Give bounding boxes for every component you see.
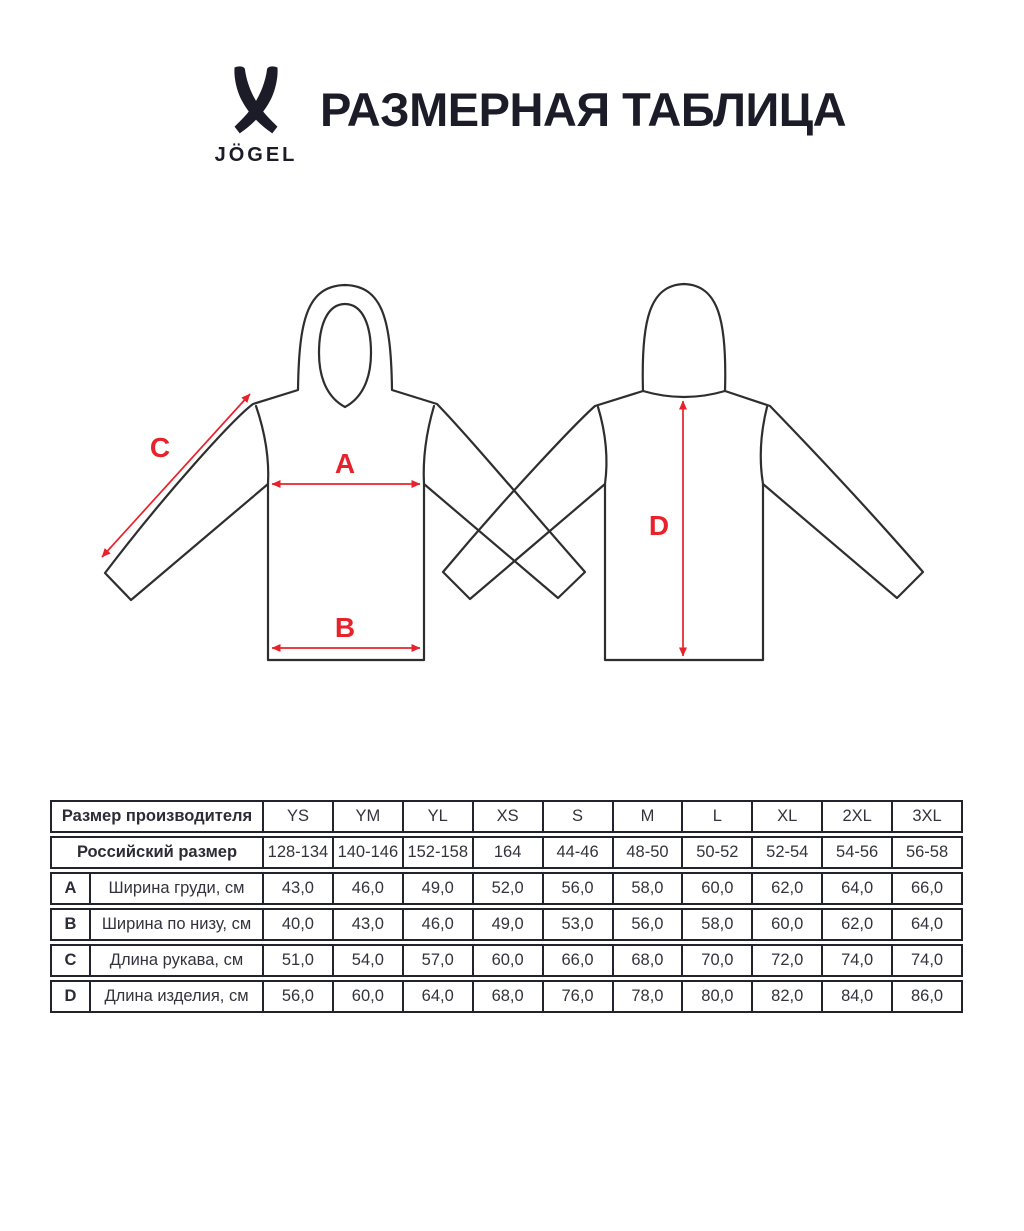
size-header-cell: S [542, 802, 612, 831]
size-header-cell: YM [332, 802, 402, 831]
size-header-cell: 164 [472, 838, 542, 867]
value-cell: 72,0 [751, 946, 821, 975]
value-cell: 84,0 [821, 982, 891, 1011]
brand-name: JÖGEL [214, 144, 298, 166]
value-cell: 86,0 [891, 982, 961, 1011]
table-row [50, 908, 963, 941]
value-cell: 78,0 [612, 982, 682, 1011]
back-left-armhole-seam [598, 407, 606, 484]
value-cell: 74,0 [821, 946, 891, 975]
table-header-row [50, 836, 963, 869]
size-header-cell: 54-56 [821, 838, 891, 867]
value-cell: 54,0 [332, 946, 402, 975]
size-header-cell: 3XL [891, 802, 961, 831]
value-cell: 74,0 [891, 946, 961, 975]
value-cell: 58,0 [681, 910, 751, 939]
param-name: Длина рукава, см [89, 946, 262, 975]
hood-opening-outline [319, 304, 371, 407]
value-cell: 68,0 [612, 946, 682, 975]
row-letter: C [64, 951, 77, 969]
measure-arrow-c [102, 394, 250, 557]
size-header-cell: YL [402, 802, 472, 831]
front-right-armhole-seam [424, 406, 434, 484]
back-right-armhole-seam [761, 407, 767, 484]
measure-label-c: C [149, 432, 171, 463]
value-cell: 46,0 [332, 874, 402, 903]
value-cell: 43,0 [332, 910, 402, 939]
param-name: Ширина по низу, см [89, 910, 262, 939]
back-neckline [643, 391, 725, 397]
value-cell: 76,0 [542, 982, 612, 1011]
size-header-cell: 48-50 [612, 838, 682, 867]
size-header-cell: M [612, 802, 682, 831]
param-name: Ширина груди, см [89, 874, 262, 903]
measure-label-b: B [334, 612, 356, 643]
value-cell: 40,0 [262, 910, 332, 939]
size-header-cell: 56-58 [891, 838, 961, 867]
table-header-row [50, 800, 963, 833]
measure-label-a: A [334, 448, 356, 479]
value-cell: 60,0 [681, 874, 751, 903]
value-cell: 66,0 [542, 946, 612, 975]
table-row [50, 980, 963, 1013]
value-cell: 56,0 [262, 982, 332, 1011]
page-title: РАЗМЕРНАЯ ТАБЛИЦА [320, 83, 847, 136]
table-row [50, 944, 963, 977]
size-header-cell: 44-46 [542, 838, 612, 867]
value-cell: 62,0 [821, 910, 891, 939]
value-cell: 43,0 [262, 874, 332, 903]
size-header-cell: 50-52 [681, 838, 751, 867]
value-cell: 70,0 [681, 946, 751, 975]
value-cell: 82,0 [751, 982, 821, 1011]
value-cell: 66,0 [891, 874, 961, 903]
size-header-cell: 140-146 [332, 838, 402, 867]
size-table [50, 800, 963, 1013]
size-header-cell: 52-54 [751, 838, 821, 867]
value-cell: 49,0 [402, 874, 472, 903]
hoodie-measurement-diagram [0, 250, 1024, 690]
jogel-emblem-icon [216, 66, 296, 140]
header-label: Российский размер [76, 843, 238, 861]
row-letter: A [64, 879, 77, 897]
value-cell: 60,0 [332, 982, 402, 1011]
brand-logo [197, 66, 315, 167]
value-cell: 64,0 [891, 910, 961, 939]
param-name: Длина изделия, см [89, 982, 262, 1011]
value-cell: 62,0 [751, 874, 821, 903]
value-cell: 80,0 [681, 982, 751, 1011]
header-label: Размер производителя [61, 807, 253, 825]
measure-label-d: D [648, 510, 670, 541]
value-cell: 64,0 [402, 982, 472, 1011]
value-cell: 49,0 [472, 910, 542, 939]
size-header-cell: 152-158 [402, 838, 472, 867]
value-cell: 60,0 [751, 910, 821, 939]
value-cell: 68,0 [472, 982, 542, 1011]
row-letter: B [64, 915, 77, 933]
value-cell: 51,0 [262, 946, 332, 975]
value-cell: 64,0 [821, 874, 891, 903]
size-header-cell: 128-134 [262, 838, 332, 867]
row-letter: D [64, 987, 77, 1005]
front-left-armhole-seam [256, 406, 268, 484]
value-cell: 53,0 [542, 910, 612, 939]
value-cell: 58,0 [612, 874, 682, 903]
size-header-cell: YS [262, 802, 332, 831]
value-cell: 57,0 [402, 946, 472, 975]
value-cell: 46,0 [402, 910, 472, 939]
table-row [50, 872, 963, 905]
size-header-cell: XL [751, 802, 821, 831]
value-cell: 52,0 [472, 874, 542, 903]
value-cell: 56,0 [542, 874, 612, 903]
size-header-cell: XS [472, 802, 542, 831]
size-header-cell: 2XL [821, 802, 891, 831]
size-header-cell: L [681, 802, 751, 831]
value-cell: 60,0 [472, 946, 542, 975]
value-cell: 56,0 [612, 910, 682, 939]
